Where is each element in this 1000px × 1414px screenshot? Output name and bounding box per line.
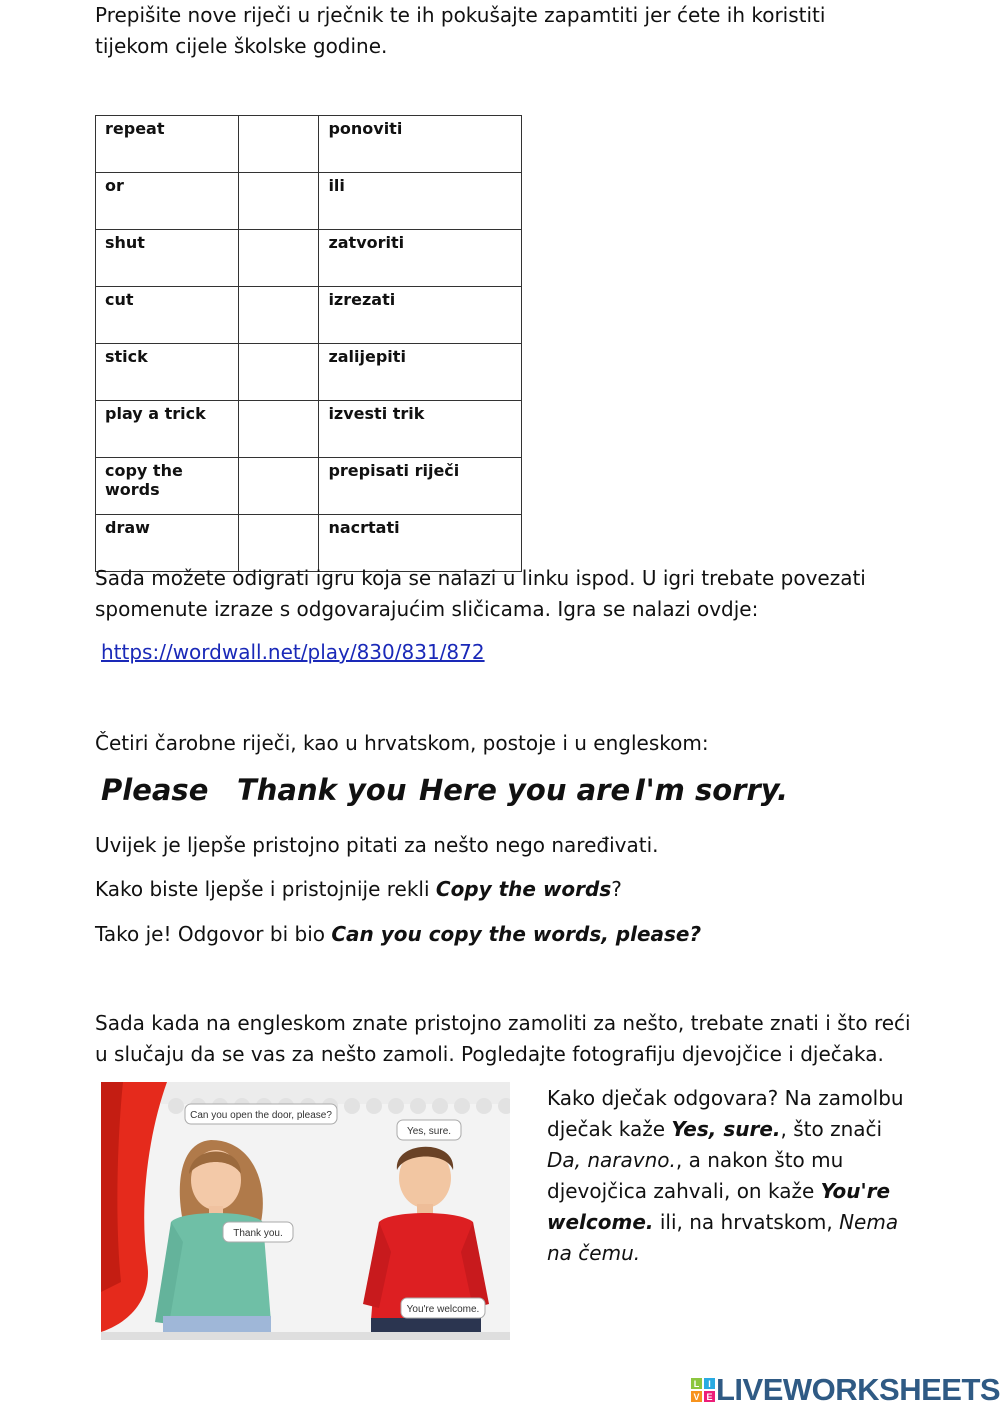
polite-text-3-phrase: Can you copy the words, please?	[331, 922, 702, 946]
side-t3: , a nakon što mu djevojčica zahvali, on kaže	[547, 1148, 844, 1203]
photo-intro-text: Sada kada na engleskom znate pristojno zamoliti za nešto, trebate znati i što reći u slučaju da se vas za nešto zamoli. Pogledajte fotografiju djevojčice i dječaka.	[95, 1011, 911, 1066]
vocab-english: repeat	[96, 116, 239, 173]
bubble-welcome-text: You're welcome.	[406, 1304, 480, 1315]
polite-text-3-pre: Tako je! Odgovor bi bio	[95, 922, 332, 946]
logo-text: LIVEWORKSHEETS	[716, 1372, 1000, 1407]
magic-word-here-you-are: Here you are	[419, 773, 631, 807]
vocab-blank	[238, 458, 319, 515]
vocab-blank	[238, 230, 319, 287]
vocab-croatian: izvesti trik	[319, 401, 522, 458]
vocab-croatian: ili	[319, 173, 522, 230]
magic-word-please: Please	[101, 773, 209, 807]
magic-words	[95, 773, 895, 815]
vocab-croatian: izrezati	[319, 287, 522, 344]
vocab-blank	[238, 344, 319, 401]
vocab-english: draw	[96, 515, 239, 572]
game-instructions: Sada možete odigrati igru koja se nalazi u linku ispod. U igri trebate povezati spomenute izraze s odgovarajućim sličicama. Igra se nalazi ovdje:	[95, 566, 866, 621]
vocab-blank	[238, 116, 319, 173]
vocab-croatian: prepisati riječi	[319, 458, 522, 515]
side-yes-sure: Yes, sure.	[671, 1117, 781, 1141]
polite-text-2	[95, 874, 622, 905]
vocab-croatian: ponoviti	[319, 116, 522, 173]
logo-letter-i: I	[708, 1379, 711, 1389]
wordwall-link[interactable]: https://wordwall.net/play/830/831/872	[101, 640, 485, 664]
polite-text-2-pre: Kako biste ljepše i pristojnije rekli	[95, 877, 436, 901]
vocab-row	[96, 173, 522, 230]
magic-word-im-sorry	[635, 773, 788, 807]
logo-icon	[690, 1377, 716, 1403]
liveworksheets-logo	[690, 1372, 1000, 1408]
vocab-row	[96, 287, 522, 344]
polite-text-2-post: ?	[611, 877, 622, 901]
vocab-english: copy the words	[96, 458, 239, 515]
magic-word-thank-you: Thank you	[237, 773, 407, 807]
magic-words-period: .	[777, 773, 789, 807]
vocab-english: cut	[96, 287, 239, 344]
side-t2: , što znači	[780, 1117, 883, 1141]
kids-photo	[101, 1082, 510, 1340]
logo-letter-e: E	[706, 1392, 713, 1402]
side-t1: Kako dječak odgovara? Na zamolbu dječak kaže	[547, 1086, 904, 1141]
polite-text-3	[95, 919, 701, 950]
logo-letter-v: V	[693, 1392, 700, 1402]
vocab-row	[96, 458, 522, 515]
side-nema-na-cemu: Nema na čemu.	[547, 1210, 899, 1265]
vocab-croatian: zalijepiti	[319, 344, 522, 401]
polite-text-2-phrase: Copy the words	[435, 877, 612, 901]
intro-text: Prepišite nove riječi u rječnik te ih pokušajte zapamtiti jer ćete ih koristiti tijekom cijele školske godine.	[95, 3, 826, 58]
vocab-english: play a trick	[96, 401, 239, 458]
logo-letter-l: L	[693, 1379, 700, 1389]
vocab-row	[96, 116, 522, 173]
vocab-croatian: zatvoriti	[319, 230, 522, 287]
bubble-boy-text: Yes, sure.	[406, 1126, 452, 1137]
vocab-english: stick	[96, 344, 239, 401]
magic-words-intro: Četiri čarobne riječi, kao u hrvatskom, postoje i u engleskom:	[95, 731, 709, 755]
side-youre-welcome: You're welcome.	[547, 1179, 891, 1234]
bubble-thanks-text: Thank you.	[233, 1228, 283, 1239]
side-t4: ili, na hrvatskom,	[653, 1210, 840, 1234]
photo-explanation	[547, 1083, 907, 1269]
vocab-english: or	[96, 173, 239, 230]
vocab-blank	[238, 173, 319, 230]
vocab-croatian: nacrtati	[319, 515, 522, 572]
side-da-naravno: Da, naravno.	[547, 1148, 676, 1172]
vocab-blank	[238, 287, 319, 344]
vocab-row	[96, 230, 522, 287]
vocab-english: shut	[96, 230, 239, 287]
vocabulary-table	[95, 115, 522, 572]
magic-word-im-sorry-text: I'm sorry	[635, 773, 778, 807]
vocab-blank	[238, 401, 319, 458]
polite-text-1: Uvijek je ljepše pristojno pitati za nešto nego naređivati.	[95, 833, 659, 857]
vocab-row	[96, 344, 522, 401]
kids-illustration	[101, 1082, 510, 1340]
vocab-row	[96, 401, 522, 458]
bubble-girl-text: Can you open the door, please?	[190, 1110, 332, 1121]
